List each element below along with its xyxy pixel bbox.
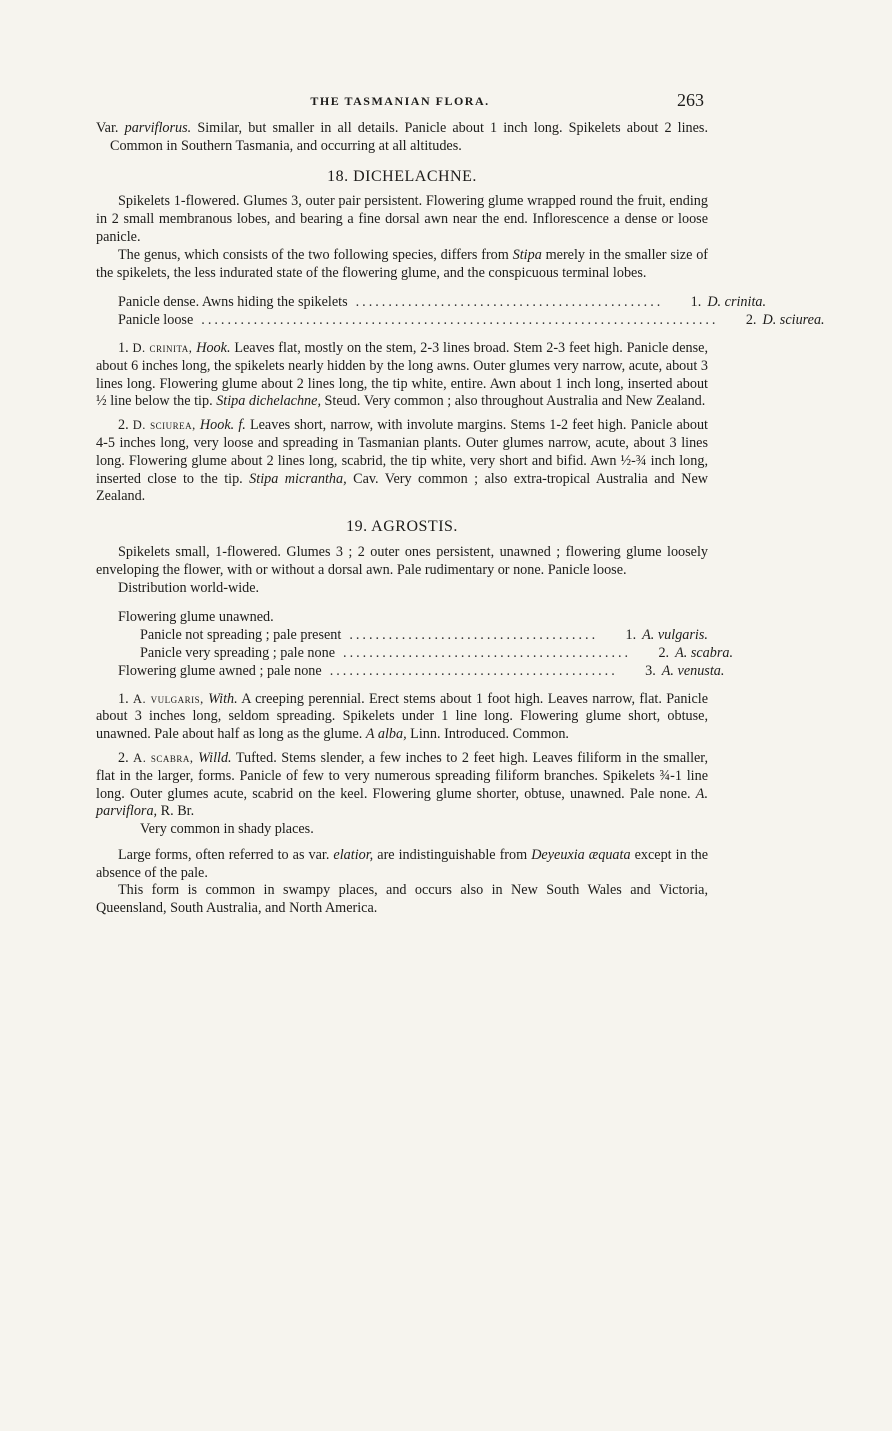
species-synonym-author: Linn. bbox=[410, 726, 441, 743]
species-synonym-author: Cav. bbox=[353, 470, 379, 487]
key-text: Panicle very spreading ; pale none bbox=[140, 644, 336, 661]
note-text: are indistinguishable from bbox=[377, 846, 528, 863]
species-name: D. crinita, bbox=[132, 340, 193, 355]
key-text: Panicle not spreading ; pale present bbox=[140, 627, 342, 644]
genus-note-text: The genus, which consists of the two following species, differs from bbox=[118, 246, 509, 263]
key-number: 1. bbox=[690, 294, 702, 311]
key-text: Flowering glume unawned. bbox=[118, 609, 274, 626]
spacer bbox=[96, 839, 708, 847]
genus-heading-dichelachne: 18. DICHELACHNE. bbox=[327, 167, 477, 185]
species-synonym: Stipa dichelachne, bbox=[216, 393, 321, 410]
species-number: 1. bbox=[118, 690, 129, 707]
genus-note-ref: Stipa bbox=[512, 246, 542, 263]
species-synonym: Stipa micrantha, bbox=[249, 470, 347, 487]
species-author: Hook. f. bbox=[199, 417, 246, 434]
species-number: 2. bbox=[118, 417, 129, 434]
species-range: Very common ; also throughout Australia and New Zealand. bbox=[363, 393, 706, 410]
key-number: 2. bbox=[658, 644, 670, 661]
species-number: 1. bbox=[118, 339, 129, 356]
species-description: Leaves short, narrow, with involute margins. Stems 1-2 feet high. Panicle about 4-5 inches long, very loose and spreading in Tasmanian plants. Outer glumes narrow, acute, about 3 lines long. Flowering glume about 2 lines long, scabrid, the tip white, very short and bifid. Awn ½-¾ inch long, inserted close to the tip. bbox=[96, 417, 708, 487]
key-leader: ............................................ bbox=[329, 662, 618, 679]
genus-distribution: Distribution world-wide. bbox=[118, 579, 260, 596]
genus-description: Spikelets 1-flowered. Glumes 3, outer pair persistent. Flowering glume wrapped round the fruit, ending in 2 small membranous lobes, and bearing a fine dorsal awn near the end. Inflorescence a dense or loose panicle. bbox=[96, 193, 708, 245]
key-species: D. sciurea. bbox=[762, 312, 825, 329]
species-range: Introduced. Common. bbox=[444, 726, 569, 743]
species-entry bbox=[96, 691, 708, 744]
species-entry bbox=[96, 750, 708, 839]
note-text: except in the absence of the pale. bbox=[96, 846, 709, 881]
key-number: 1. bbox=[625, 627, 637, 644]
running-head bbox=[0, 90, 800, 114]
variety-paragraph bbox=[96, 120, 708, 156]
key-number: 3. bbox=[645, 662, 656, 679]
key-row bbox=[96, 644, 734, 663]
species-author: With. bbox=[208, 690, 238, 707]
variety-name: parviflorus. bbox=[124, 120, 192, 136]
key-row bbox=[96, 294, 767, 312]
species-number: 2. bbox=[118, 749, 129, 766]
variety-note bbox=[96, 847, 708, 883]
key-row bbox=[96, 627, 708, 645]
variety-text: Similar, but smaller in all details. Panicle about 1 inch long. Spikelets about 2 lines. Common in Southern Tasmania, and occurring at all altitudes. bbox=[110, 120, 709, 154]
species-name: A. scabra, bbox=[133, 750, 194, 765]
key-row bbox=[96, 312, 825, 330]
species-name: A. vulgaris, bbox=[133, 691, 204, 706]
species-synonym-author: R. Br. bbox=[160, 803, 195, 820]
key-text: Panicle dense. Awns hiding the spikelets bbox=[118, 294, 348, 311]
species-key bbox=[96, 609, 734, 680]
species-description: A creeping perennial. Erect stems about 1 foot high. Leaves narrow, flat. Panicle about 3 inches long, seldom spreading. Spikelets under 1 line long. Flowering glume short, obtuse, unawned. Pale about half as long as the glume. bbox=[96, 690, 709, 743]
var-label: Var. bbox=[96, 120, 119, 136]
note-text: Large forms, often referred to as var. bbox=[118, 846, 330, 863]
genus-description: Spikelets small, 1-flowered. Glumes 3 ; 2 outer ones persistent, unawned ; flowering glume loosely enveloping the flower, with or without a dorsal awn. Pale rudimentary or none. Panicle loose. bbox=[96, 543, 708, 578]
key-leader: ............................................ bbox=[343, 644, 632, 661]
key-species: D. crinita. bbox=[707, 294, 767, 311]
running-head-title: THE TASMANIAN FLORA. bbox=[310, 94, 490, 108]
key-number: 2. bbox=[745, 312, 757, 329]
species-synonym: A alba, bbox=[365, 726, 407, 743]
species-author: Hook. bbox=[196, 339, 231, 356]
habitat-note: This form is common in swampy places, and occurs also in New South Wales and Victoria, Queensland, South Australia, and North America. bbox=[96, 882, 708, 917]
key-species: A. vulgaris. bbox=[642, 627, 708, 644]
species-synonym-author: Steud. bbox=[324, 393, 361, 410]
key-text: Flowering glume awned ; pale none bbox=[118, 662, 322, 679]
species-name: D. sciurea, bbox=[132, 418, 196, 433]
key-text: Panicle loose bbox=[118, 312, 194, 329]
genus-note bbox=[96, 247, 708, 283]
species-author: Willd. bbox=[198, 749, 232, 766]
species-description: Tufted. Stems slender, a few inches to 2 feet high. Leaves filiform in the smaller, flat in the larger, forms. Panicle of few to very numerous spreading filiform branches. Spikelets ¾-1 line long. Outer glumes acute, scabrid on the keel. Flowering glume shorter, obtuse, unawned. Pale none. bbox=[96, 749, 709, 802]
species-range: Very common in shady places. bbox=[140, 821, 314, 838]
species-synonym: A. parviflora, bbox=[96, 785, 708, 820]
key-species: A. venusta. bbox=[661, 662, 725, 679]
page-body bbox=[96, 120, 825, 918]
key-leader: ............................................... bbox=[355, 294, 664, 311]
species-ref: Deyeuxia æquata bbox=[531, 846, 631, 863]
key-leader: ............................................................................... bbox=[201, 312, 719, 329]
genus-note-text: merely in the smaller size of the spikelets, the less indurated state of the flowering glume, and the conspicuous terminal lobes. bbox=[96, 246, 709, 281]
key-species: A. scabra. bbox=[675, 644, 734, 661]
species-description: Leaves flat, mostly on the stem, 2-3 lines broad. Stem 2-3 feet high. Panicle dense, about 6 inches long, the spikelets nearly hidden by the long awns. Outer glumes very narrow, acute, about 3 lines long. Flowering glume about 2 lines long, the tip white, entire. Awn about 1 inch long, inserted about ½ line below the tip. bbox=[96, 339, 709, 410]
key-row bbox=[96, 662, 725, 681]
species-entry bbox=[96, 340, 708, 411]
genus-heading-agrostis: 19. AGROSTIS. bbox=[346, 518, 458, 536]
species-key bbox=[96, 294, 825, 330]
key-row bbox=[96, 609, 708, 627]
page-number: 263 bbox=[677, 90, 704, 110]
variety-ref: elatior, bbox=[333, 846, 374, 863]
species-range: Very common ; also extra-tropical Australia and New Zealand. bbox=[96, 470, 709, 505]
key-leader: ...................................... bbox=[349, 627, 599, 644]
species-entry bbox=[96, 417, 708, 506]
